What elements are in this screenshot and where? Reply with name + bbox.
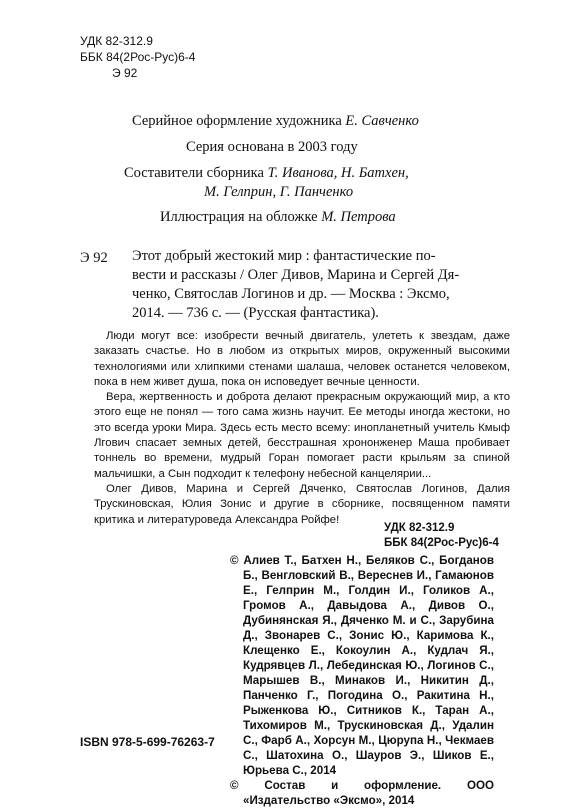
cover-credit-name: М. Петрова <box>321 209 396 225</box>
bibliographic-entry <box>132 247 508 323</box>
entry-line: Этот добрый жестокий мир : фантастические по- <box>132 248 436 264</box>
author-code: Э 92 <box>112 66 138 80</box>
copyright-authors: © Алиев Т., Батхен Н., Беляков С., Богданов Б., Венгловский В., Вереснев И., Гамаюнов Е., Гелприн М., Голдин И., Голиков А., Громов А., Давыдова А., Дивов О., Дубинянская Я., Дяченко М. и С., Зарубина Д., Звонарев С., Зонис Ю., Каримова К., Клещенко Е., Кокоулин А., Кудлач Я., Кудрявцев Л., Лебединская Ю., Логинов С., Марышев В., Минаков И., Никитин Д., Панченко Г., Погодина О., Ракитина Н., Рыженкова Ю., Ситников К., Таран А., Тихомиров М., Трускиновская Д., Удалин С., Фарб А., Хорсун М., Цюрупа Н., Чекмаев С., Шатохина О., Шауров Э., Шиков Е., Юрьева С., 2014 <box>230 554 494 777</box>
entry-code: Э 92 <box>80 250 108 266</box>
design-credit-label: Серийное оформление художника <box>132 113 342 129</box>
isbn: ISBN 978-5-699-76263-7 <box>80 735 215 749</box>
udk-code: УДК 82-312.9 <box>80 34 153 48</box>
udk-code-bottom: УДК 82-312.9 <box>384 522 455 534</box>
compilers-names-1: Т. Иванова, Н. Батхен, <box>267 165 409 181</box>
entry-line: ченко, Святослав Логинов и др. — Москва : Эксмо, <box>132 286 450 302</box>
copyright-block <box>230 553 494 808</box>
annotation-paragraph: Олег Дивов, Марина и Сергей Дяченко, Святослав Логинов, Далия Трускиновская, Юлия Зонис и другие в сборнике, посвященном памяти критика и литературоведа Александра Ройфе! <box>94 482 510 526</box>
compilers-names-2: М. Гелприн, Г. Панченко <box>204 184 354 200</box>
cover-credit <box>160 207 396 227</box>
entry-line: вести и рассказы / Олег Дивов, Марина и Сергей Дя- <box>132 267 460 283</box>
design-credit-name: Е. Савченко <box>345 113 419 129</box>
compilers-credit <box>124 163 409 183</box>
cover-credit-label: Иллюстрация на обложке <box>160 209 318 225</box>
annotation <box>94 329 510 528</box>
annotation-paragraph: Вера, жертвенность и доброта делают прекрасным окружающий мир, а кто этого еще не понял — того сама жизнь научит. Ее методы иногда жестоки, но это всегда уроки Мира. Здесь есть место всему: инопланетный учитель Кмыф Лгович спасает земных детей, бесстрашная хрононженер Маша пробивает тоннель во времени, мудрый Горан помогает расти крыльям за спиной мальчишки, а Сын подходит к телефону небесной канцелярии... <box>94 391 510 480</box>
compilers-credit-2 <box>204 182 353 202</box>
bbk-code: ББК 84(2Рос-Рус)6-4 <box>80 50 196 64</box>
compilers-label: Составители сборника <box>124 165 264 181</box>
copyright-design: © Состав и оформление. ООО «Издательство «Эксмо», 2014 <box>230 779 494 807</box>
entry-line: 2014. — 736 с. — (Русская фантастика). <box>132 305 379 321</box>
series-founded: Серия основана в 2003 году <box>186 139 358 155</box>
design-credit <box>132 111 419 131</box>
annotation-paragraph: Люди могут все: изобрести вечный двигатель, улететь к звездам, даже заказать счастье. Но в любом из открытых миров, окруженный высокими технологиями или хлипкими стенами шалаша, человек останется человеком, пока в нем живет душа, пока он исповедует вечные ценности. <box>94 330 510 388</box>
bbk-code-bottom: ББК 84(2Рос-Рус)6-4 <box>384 537 499 549</box>
